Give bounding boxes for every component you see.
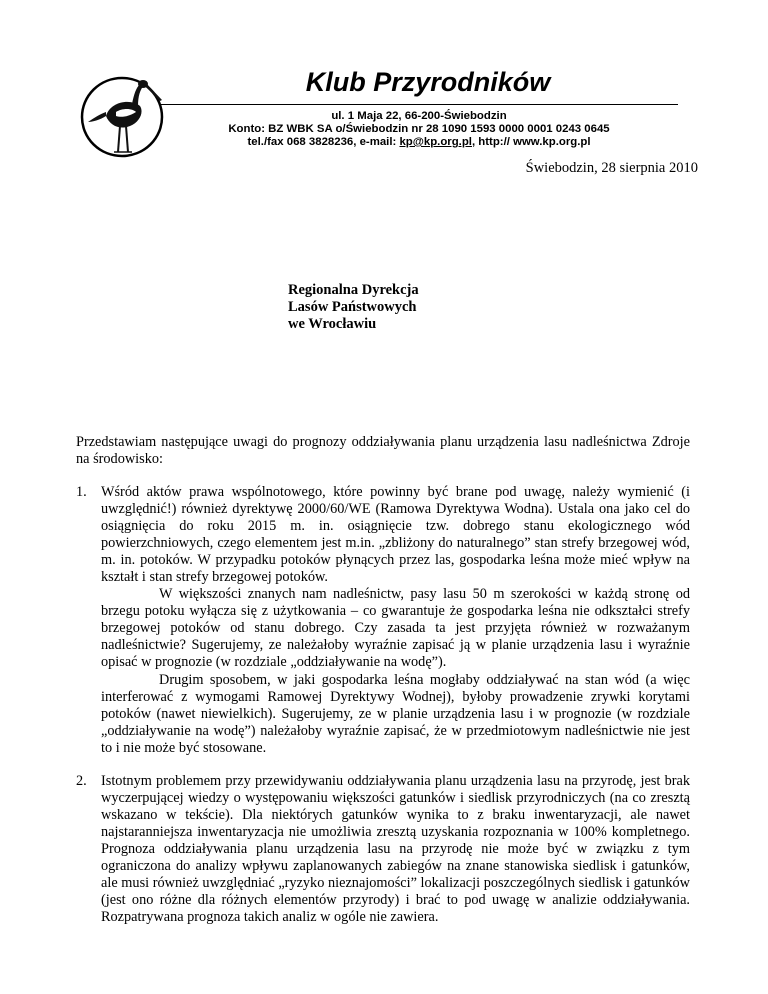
addressee-block xyxy=(288,282,419,333)
club-title: Klub Przyrodników xyxy=(305,67,551,97)
contact-line xyxy=(160,136,678,149)
remark-paragraph: Drugim sposobem, w jaki gospodarka leśna mogłaby oddziaływać na stan wód (a więc interferować z wymogami Ramowej Dyrektywy Wodnej), byłoby prowadzenie zrywki korytami potoków (nawet niewielkich). Sugerujemy, ze w planie urządzenia lasu i w prognozie (w rozdziale „oddziaływanie na wodę”) należałoby wyraźnie zapisać, że w przedmiotowym nadleśnictwie nie jest to i nie może być stosowane. xyxy=(101,671,690,756)
remark-number: 1. xyxy=(76,484,87,500)
remark-paragraph: Istotnym problemem przy przewidywaniu oddziaływania planu urządzenia lasu na przyrodę, jest brak wyczerpującej wiedzy o występowaniu większości gatunków i siedlisk przyrodniczych (na co zresztą wskazano w tekście). Dla niektórych gatunków wynika to z braku inwentaryzacji, ale nawet najstaranniejsza inwentaryzacja nie umożliwia zresztą uzyskania rozpoznania w 100% kompletnego. Prognoza oddziaływania planu urządzenia lasu na przyrodę nie może być w związku z tym ograniczona do analizy wpływu zaplanowanych zabiegów na znane stanowiska siedlisk i gatunków, ale musi również uwzględniać „ryzyko nieznajomości” lokalizacji poszczególnych siedlisk i gatunków (jest ono różne dla różnych elementów przyrody) i brać to pod uwagę w analizie oddziaływania. Rozpatrywana prognoza takich analiz w ogóle nie zawiera. xyxy=(101,772,690,926)
contact-website: , http:// www.kp.org.pl xyxy=(471,136,591,148)
intro-paragraph: Przedstawiam następujące uwagi do prognozy oddziaływania planu urządzenia lasu nadleśnictwa Zdroje na środowisko: xyxy=(76,434,690,467)
remark-item xyxy=(76,773,690,926)
club-address: ul. 1 Maja 22, 66-200-Świebodzin xyxy=(331,110,507,122)
addressee-line: Lasów Państwowych xyxy=(288,299,417,315)
remark-number: 2. xyxy=(76,772,87,789)
bank-account: Konto: BZ WBK SA o/Świebodzin nr 28 1090 1593 0000 0001 0243 0645 xyxy=(228,123,610,135)
remark-paragraph: W większości znanych nam nadleśnictw, pasy lasu 50 m szerokości w każdą stronę od brzegu potoku wyłącza się z użytkowania – co gwarantuje że gospodarka leśna nie odkształci strefy brzegowej potoków od stanu dobrego. Czy zasada ta jest przyjęta również w rozważanym nadleśnictwie? Sugerujemy, ze należałoby wyraźnie zapisać ją w planie urządzenia lasu i wyraźnie opisać w prognozie (w rozdziale „oddziaływanie na wodę”). xyxy=(101,586,690,671)
header-divider xyxy=(160,104,678,105)
stork-logo xyxy=(76,72,168,162)
email-link[interactable]: kp@kp.org.pl xyxy=(399,136,472,148)
addressee-line: Regionalna Dyrekcja xyxy=(288,282,419,298)
letter-date: Świebodzin, 28 sierpnia 2010 xyxy=(525,160,698,176)
addressee-line: we Wrocławiu xyxy=(288,316,377,332)
remark-paragraph: Wśród aktów prawa wspólnotowego, które powinny być brane pod uwagę, należy wymienić (i uwzględnić!) również dyrektywę 2000/60/WE (Ramowa Dyrektywa Wodna). Ustala ona jako cel do osiągnięcia do roku 2015 m. in. osiągnięcie tzw. dobrego stanu ekologicznego wód powierzchniowych, czego elementem jest m.in. „zbliżony do naturalnego” stan strefy brzegowej wód, m. in. potoków. W przypadku potoków płynących przez las, gospodarka leśna może mieć wpływ na kształt i stan strefy brzegowej potoków. xyxy=(101,484,690,586)
remark-item xyxy=(76,484,690,757)
contact-phone: tel./fax 068 3828236, e-mail: xyxy=(247,136,400,148)
remarks-list xyxy=(76,484,690,942)
